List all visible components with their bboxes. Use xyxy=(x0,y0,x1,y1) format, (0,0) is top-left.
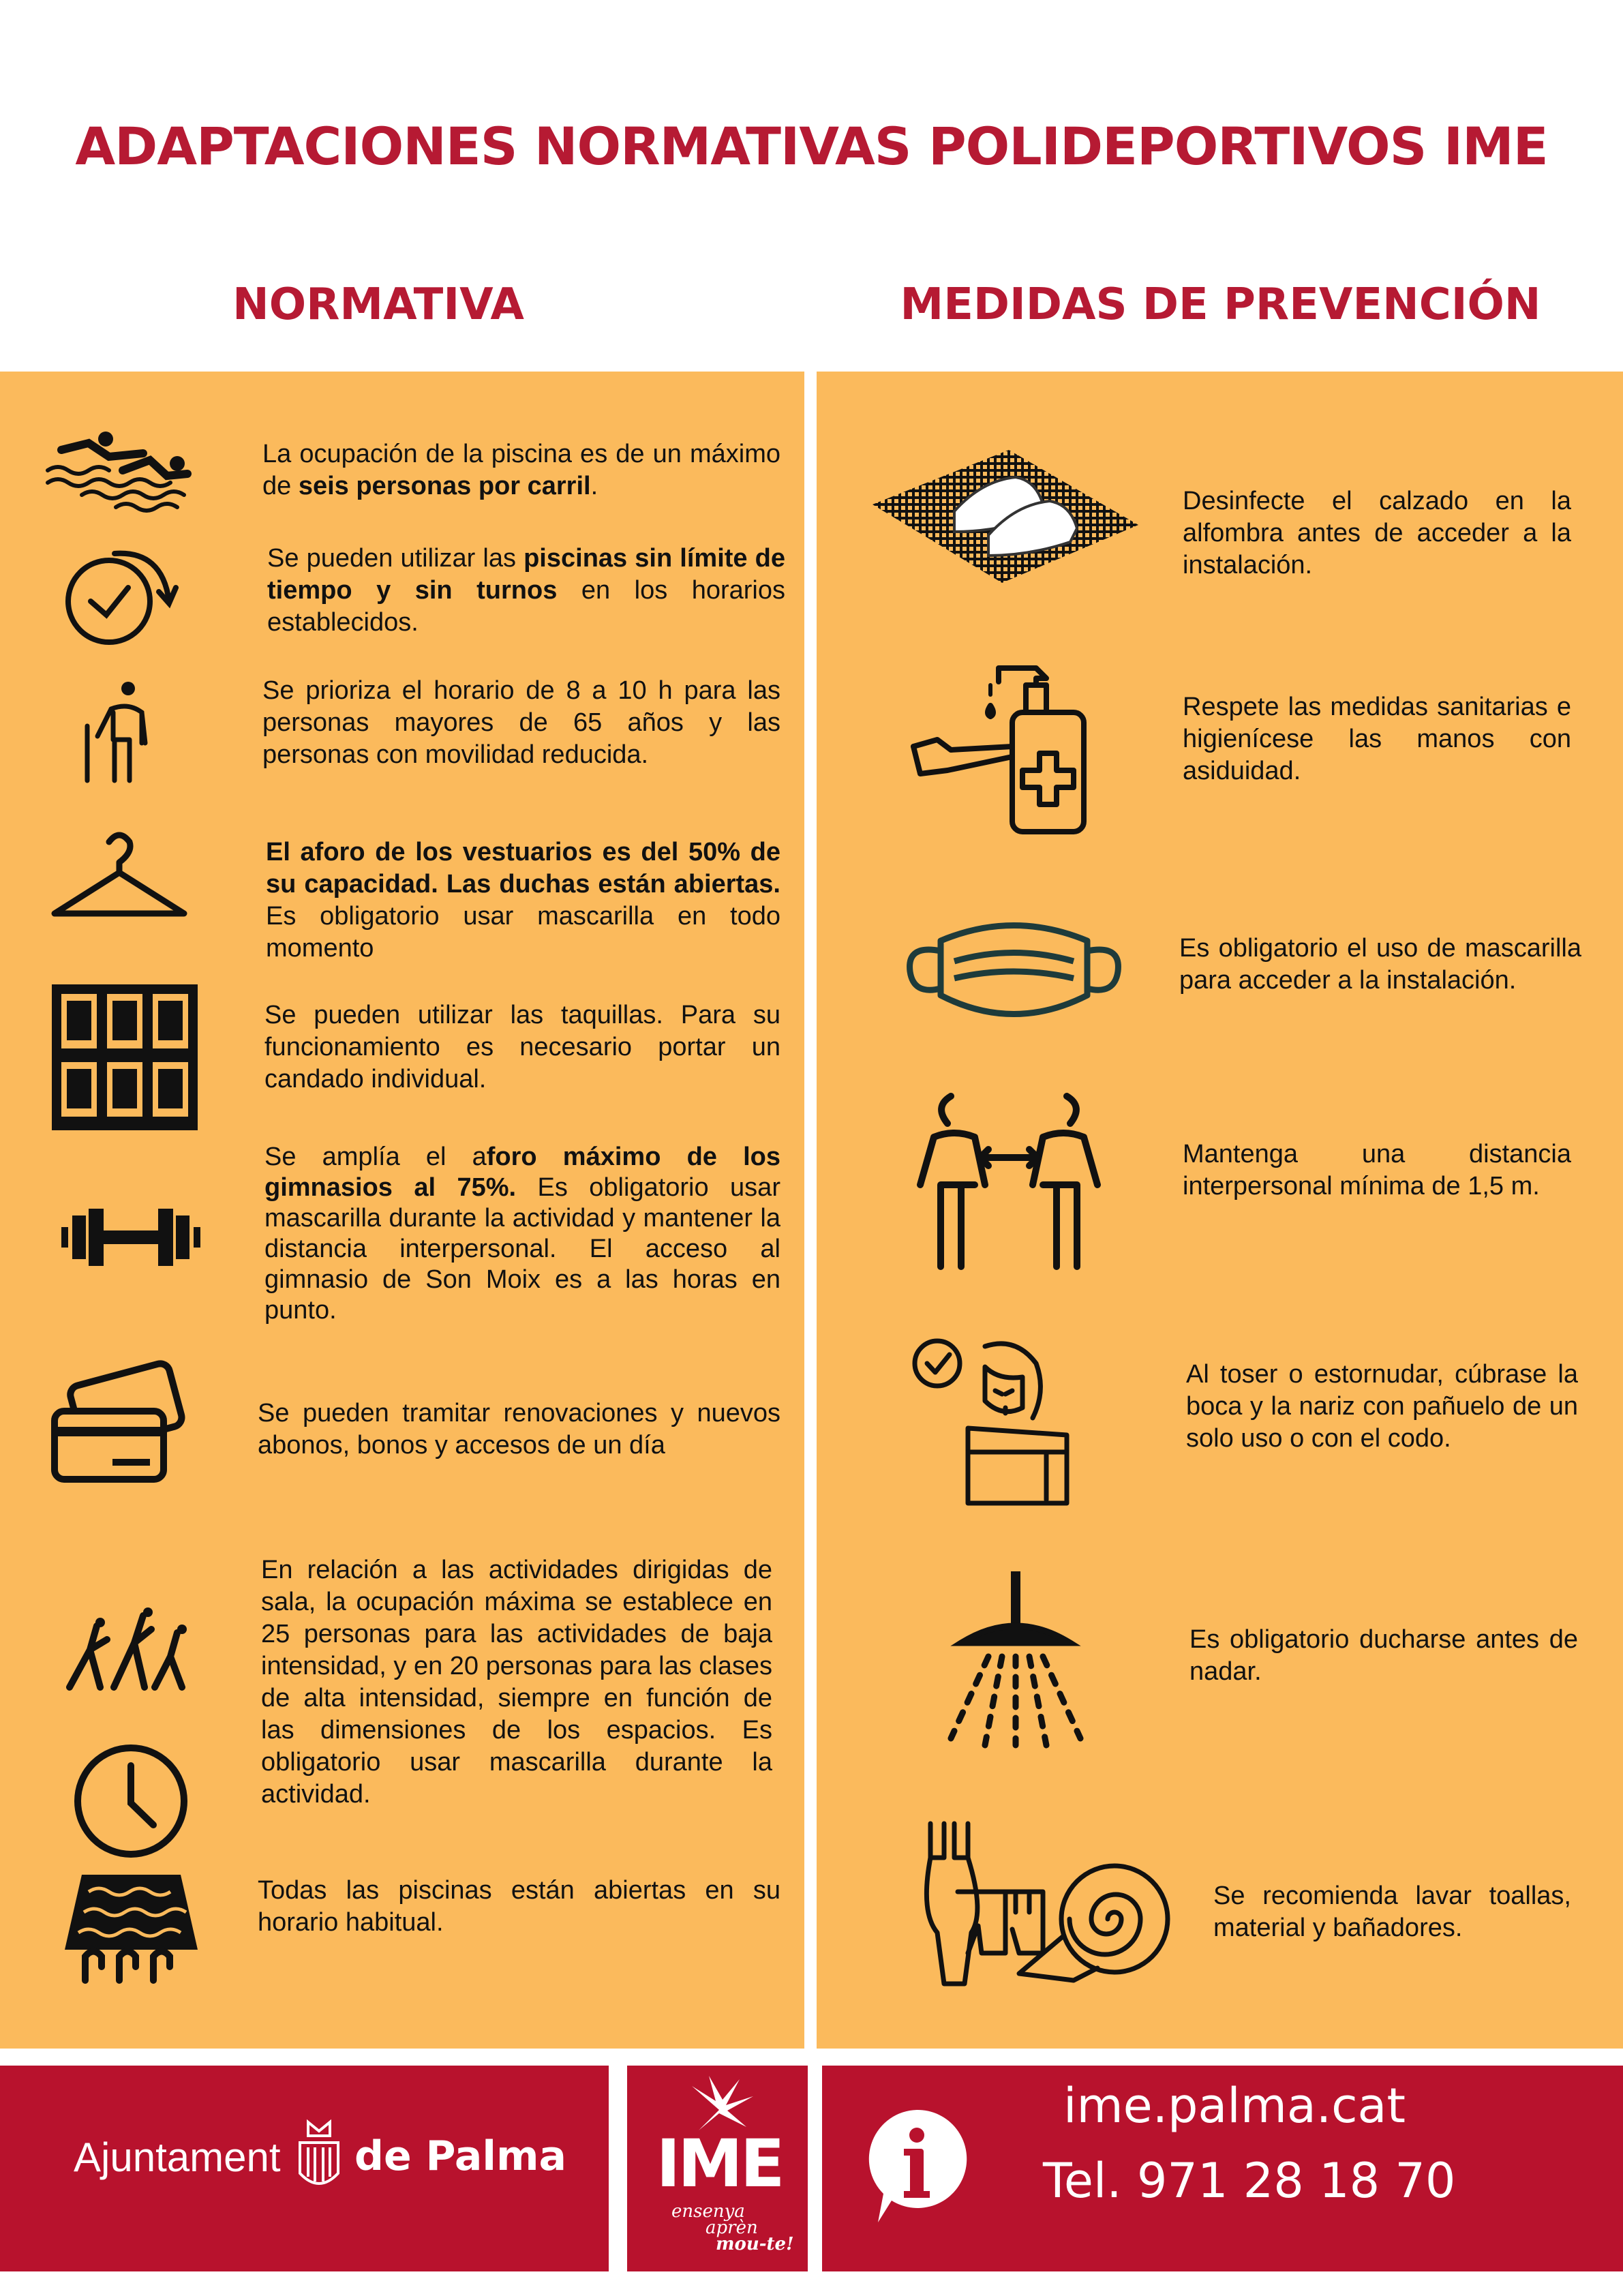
social-distance-icon xyxy=(913,1089,1104,1270)
hanger-icon xyxy=(48,825,191,927)
palma-crest-icon xyxy=(294,2119,344,2194)
clock-icon xyxy=(72,1742,191,1861)
normativa-text-4: El aforo de los vestuarios es del 50% de su capacidad. Las duchas están abiertas. Es obligatorio usar mascarilla en todo momento xyxy=(266,838,780,963)
normativa-text-3: Se prioriza el horario de 8 a 10 h para las personas mayores de 65 años y las personas con movilidad reducida. xyxy=(262,676,780,769)
normativa-text-9: Todas las piscinas están abiertas en su horario habitual. xyxy=(258,1876,780,1937)
prevencion-text-6: Es obligatorio ducharse antes de nadar. xyxy=(1189,1625,1578,1686)
swimsuit-towel-icon xyxy=(917,1817,1172,1987)
cards-icon xyxy=(48,1353,191,1490)
prevencion-heading: MEDIDAS DE PREVENCIÓN xyxy=(900,280,1541,330)
shower-icon xyxy=(937,1568,1094,1749)
prevencion-text-7: Se recomienda lavar toallas, material y bañadores. xyxy=(1213,1882,1571,1942)
shoes-mat-icon xyxy=(873,450,1138,583)
swimmers-icon xyxy=(41,423,198,518)
normativa-text-6: Se amplía el aforo máximo de los gimnasios al 75%. Es obligatorio usar mascarilla durante la actividad y mantener la distancia interpersonal. El acceso al gimnasio de Son Moix es a las horas en punto. xyxy=(264,1143,781,1325)
sneeze-elbow-icon xyxy=(910,1333,1084,1507)
ime-logo-text: IME xyxy=(656,2126,783,2202)
normativa-text-7: Se pueden tramitar renovaciones y nuevos abonos, bonos y accesos de un día xyxy=(258,1399,780,1460)
de-palma-text: de Palma xyxy=(354,2132,566,2180)
prevencion-text-4: Mantenga una distancia interpersonal mínima de 1,5 m. xyxy=(1183,1140,1571,1200)
page-title: ADAPTACIONES NORMATIVAS POLIDEPORTIVOS IME xyxy=(75,116,1548,177)
pool-icon xyxy=(65,1868,198,1984)
elderly-person-icon xyxy=(74,675,162,784)
telephone-text: Tel. 971 28 18 70 xyxy=(1043,2153,1456,2209)
ajuntament-text: Ajuntament xyxy=(74,2134,281,2180)
info-icon xyxy=(864,2106,970,2226)
prevencion-text-3: Es obligatorio el uso de mascarilla para acceder a la instalación. xyxy=(1179,934,1581,995)
lockers-icon xyxy=(49,982,200,1133)
group-exercise-icon xyxy=(63,1602,189,1694)
hand-sanitizer-icon xyxy=(910,654,1091,835)
prevencion-text-2: Respete las medidas sanitarias e higienícese las manos con asiduidad. xyxy=(1183,693,1571,785)
normativa-text-8: En relación a las actividades dirigidas de sala, la ocupación máxima se establece en 25 personas para las actividades de baja intensidad, y en 20 personas para las clases de alta intensidad, siempre en función de las dimensiones de los espacios. Es obligatorio usar mascarilla durante la actividad. xyxy=(261,1556,772,1809)
normativa-text-5: Se pueden utilizar las taquillas. Para su funcionamiento es necesario portar un candado individual. xyxy=(264,1001,780,1093)
dumbbell-icon xyxy=(61,1203,201,1271)
face-mask-icon xyxy=(903,913,1125,1026)
prevencion-text-1: Desinfecte el calzado en la alfombra antes de acceder a la instalación. xyxy=(1183,487,1571,579)
prevencion-text-5: Al toser o estornudar, cúbrase la boca y la nariz con pañuelo de un solo uso o con el codo. xyxy=(1186,1360,1578,1453)
normativa-text-2: Se pueden utilizar las piscinas sin límite de tiempo y sin turnos en los horarios establecidos. xyxy=(267,544,785,637)
ime-tagline: ensenya aprèn mou-te! xyxy=(671,2201,794,2254)
clock-arrow-icon xyxy=(60,539,179,648)
website-link[interactable]: ime.palma.cat xyxy=(1063,2078,1406,2134)
normativa-text-1: La ocupación de la piscina es de un máximo de seis personas por carril. xyxy=(262,440,780,500)
normativa-heading: NORMATIVA xyxy=(232,280,524,330)
